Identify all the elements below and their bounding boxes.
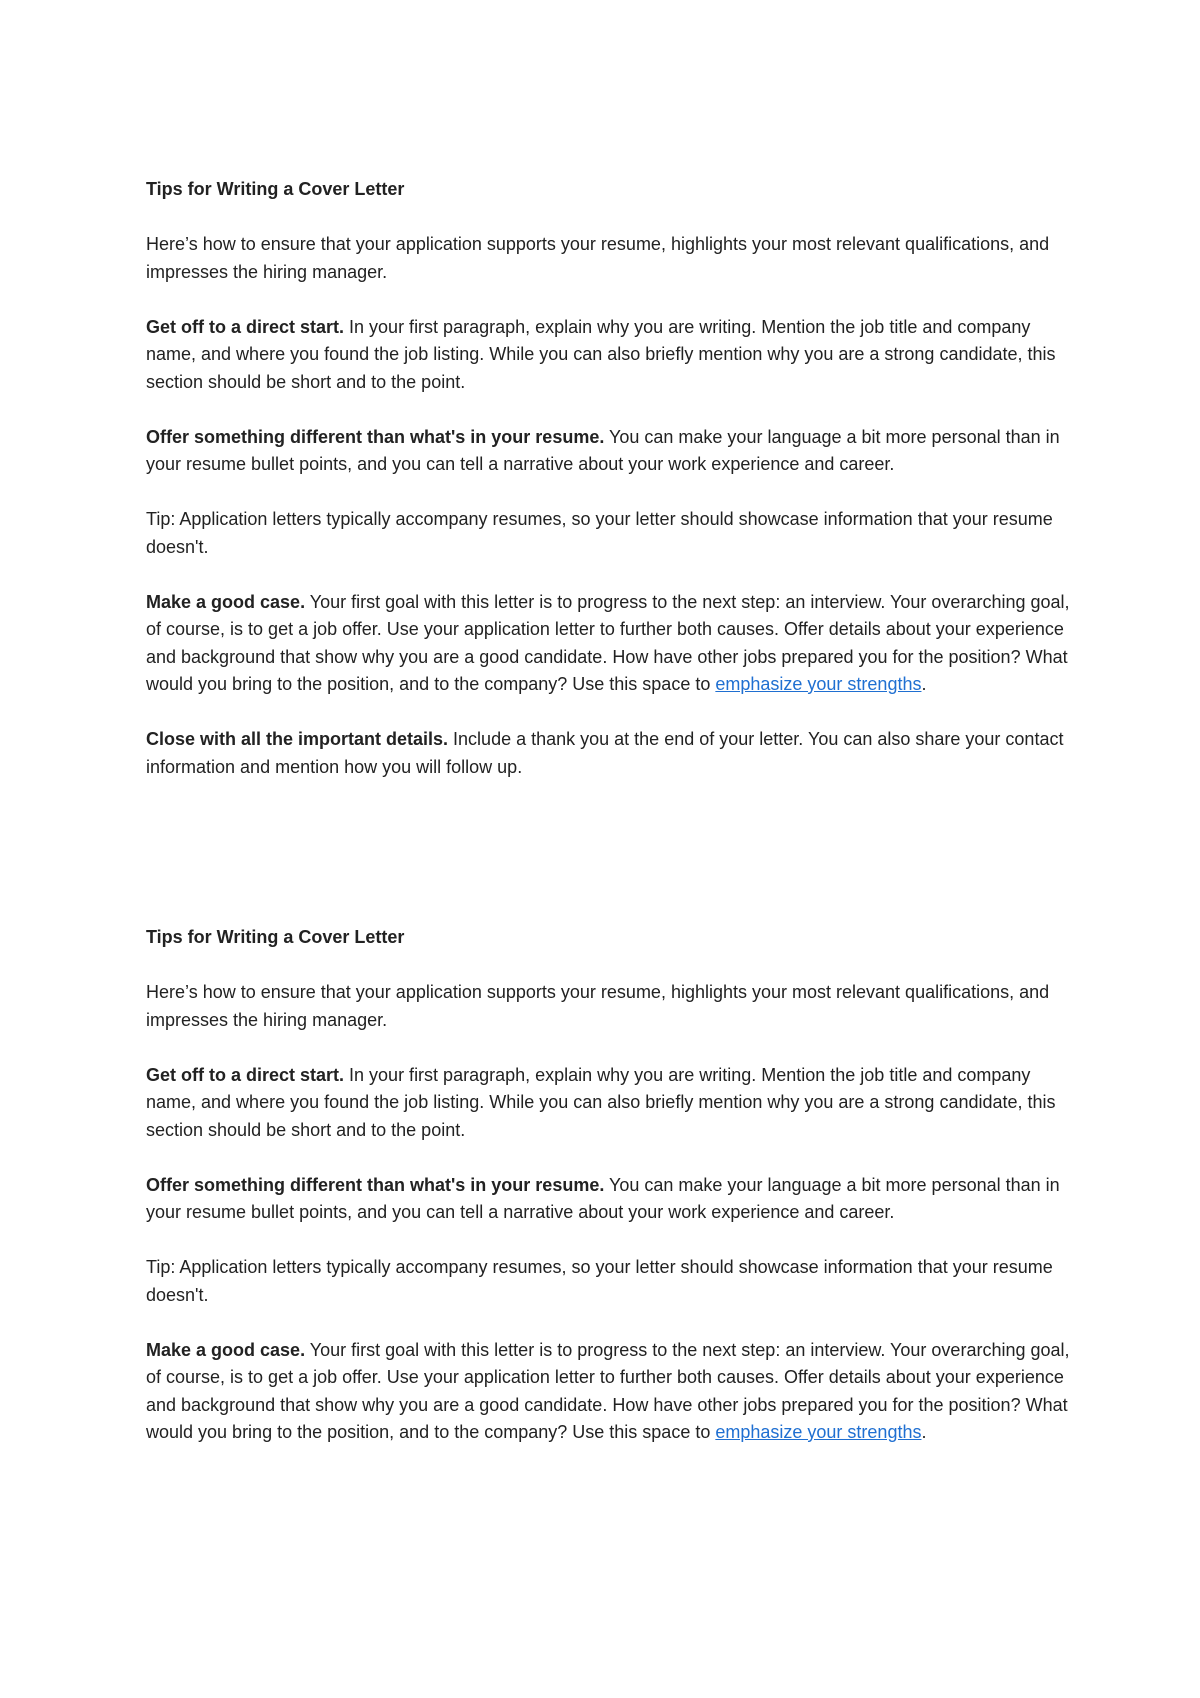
tip-paragraph-direct-start xyxy=(146,1062,1076,1145)
paragraph-text: In your first paragraph, explain why you are writing. Mention the job title and company name, and where you found the job listing. While you can also briefly mention why you are a strong candidate, this section should be short and to the point. xyxy=(146,1064,1056,1140)
section-title: Tips for Writing a Cover Letter xyxy=(146,179,405,199)
paragraph-text: Include a thank you at the end of your letter. You can also share your contact information and mention how you will follow up. xyxy=(146,729,1064,777)
tip-note: Tip: Application letters typically accompany resumes, so your letter should showcase information that your resume doesn't. xyxy=(146,1257,1053,1305)
paragraph-heading: Make a good case. xyxy=(146,1339,306,1360)
paragraph-end: . xyxy=(921,1422,927,1442)
intro-paragraph: Here’s how to ensure that your application supports your resume, highlights your most relevant qualifications, and impresses the hiring manager. xyxy=(146,982,1050,1030)
paragraph-text: In your first paragraph, explain why you are writing. Mention the job title and company name, and where you found the job listing. While you can also briefly mention why you are a strong candidate, this section should be short and to the point. xyxy=(146,316,1056,392)
paragraph-heading: Make a good case. xyxy=(146,591,306,612)
paragraph-text: You can make your language a bit more personal than in your resume bullet points, and you can tell a narrative about your work experience and career. xyxy=(146,426,1060,474)
paragraph-text: You can make your language a bit more personal than in your resume bullet points, and you can tell a narrative about your work experience and career. xyxy=(146,1174,1060,1222)
paragraph-text: Your first goal with this letter is to progress to the next step: an interview. Your overarching goal, of course, is to get a job offer. Use your application letter to further both causes. Offer details about your experience and background that show why you are a good candidate. How have other jobs prepared you for the position? What would you bring to the position, and to the company? Use this space to xyxy=(146,591,1070,694)
tip-paragraph-direct-start xyxy=(146,314,1076,397)
tip-paragraph-different xyxy=(146,1172,1076,1227)
intro-paragraph: Here’s how to ensure that your application supports your resume, highlights your most relevant qualifications, and impresses the hiring manager. xyxy=(146,234,1050,282)
tip-note: Tip: Application letters typically accompany resumes, so your letter should showcase information that your resume doesn't. xyxy=(146,509,1053,557)
paragraph-heading: Get off to a direct start. xyxy=(146,316,345,337)
emphasize-strengths-link[interactable]: emphasize your strengths xyxy=(715,1422,922,1442)
tip-paragraph-close xyxy=(146,726,1076,781)
tip-paragraph-different xyxy=(146,424,1076,479)
paragraph-heading: Get off to a direct start. xyxy=(146,1064,345,1085)
paragraph-end: . xyxy=(921,674,927,694)
tips-section-2 xyxy=(146,924,1076,1474)
tip-paragraph-good-case xyxy=(146,1337,1076,1447)
tips-section-1 xyxy=(146,176,1076,809)
paragraph-text: Your first goal with this letter is to progress to the next step: an interview. Your overarching goal, of course, is to get a job offer. Use your application letter to further both causes. Offer details about your experience and background that show why you are a good candidate. How have other jobs prepared you for the position? What would you bring to the position, and to the company? Use this space to xyxy=(146,1339,1070,1442)
emphasize-strengths-link[interactable]: emphasize your strengths xyxy=(715,674,922,694)
section-title: Tips for Writing a Cover Letter xyxy=(146,927,405,947)
paragraph-heading: Offer something different than what's in your resume. xyxy=(146,426,605,447)
paragraph-heading: Close with all the important details. xyxy=(146,729,449,749)
tip-paragraph-good-case xyxy=(146,589,1076,699)
paragraph-heading: Offer something different than what's in your resume. xyxy=(146,1174,605,1195)
